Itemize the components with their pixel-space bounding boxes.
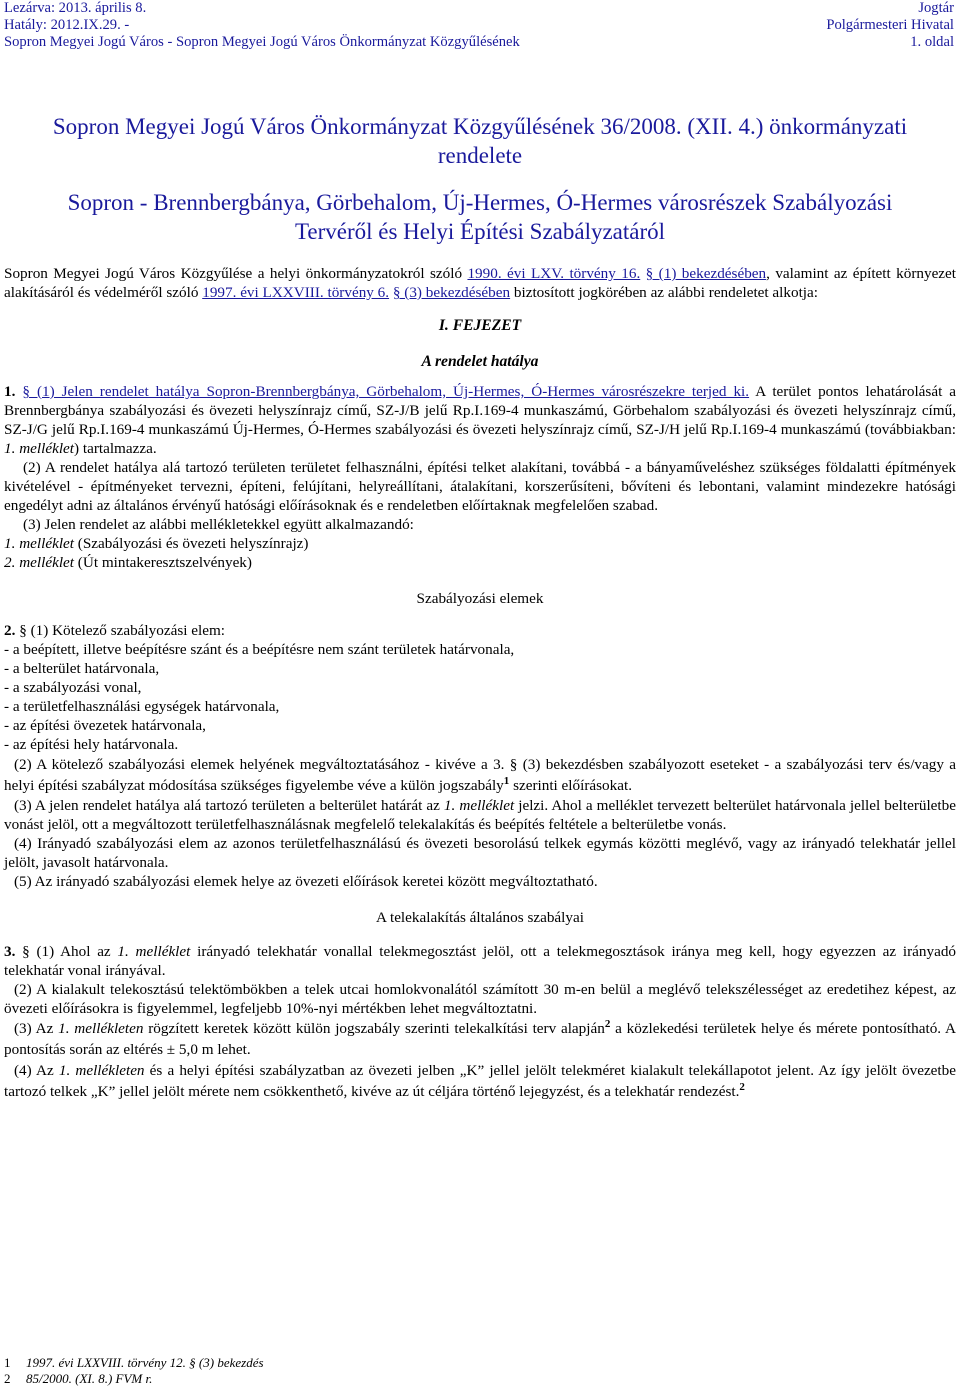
section-text: ) tartalmazza. bbox=[74, 440, 157, 457]
section-text: szerinti előírásokat. bbox=[509, 777, 632, 794]
section-2-para-4: (4) Irányadó szabályozási elem az azonos területfelhasználású és övezeti besorolású telkek egymás közötti meglévő, vagy az irányadó telekhatár jellel jelölt, javasolt határvonala. bbox=[4, 835, 956, 871]
section-1-para-1 bbox=[4, 382, 956, 458]
section-heading-parcel-rules: A telekalakítás általános szabályai bbox=[376, 909, 584, 926]
footnote-ref: 2 bbox=[739, 1080, 745, 1093]
preamble-text: Sopron Megyei Jogú Város Közgyűlése a helyi önkormányzatokról szóló bbox=[4, 265, 468, 282]
document-subtitle: Sopron - Brennbergbánya, Görbehalom, Új-Hermes, Ó-Hermes városrészek Szabályozási Tervéről és Helyi Építési Szabályzatáról bbox=[67, 190, 893, 244]
section-2-para-3 bbox=[4, 796, 956, 834]
annex-ref: 1. mellékleten bbox=[58, 1020, 144, 1037]
preamble-text: biztosított jogkörében az alábbi rendeletet alkotja: bbox=[510, 284, 818, 301]
annex-text: (Út mintakeresztszelvények) bbox=[74, 554, 252, 571]
section-text: § (1) Ahol az bbox=[22, 943, 118, 960]
list-item: - a területfelhasználási egységek határvonala, bbox=[4, 698, 280, 715]
list-item: - az építési övezetek határvonala, bbox=[4, 717, 206, 734]
section-text: és a helyi építési szabályzatban az övezeti jelben „K” jellel jelölt telekméret kialakult telekállapotot jelent. Az így jelölt övezetbe tartozó telkek „K” jellel jelölt mérete nem csökkenthető, kivéve az út céljára történő lejegyzést, és a telekhatár rendezést. bbox=[4, 1062, 956, 1100]
annex-ref: 1. melléklet bbox=[4, 440, 74, 457]
footnote-item bbox=[4, 1371, 264, 1387]
section-text: (3) Az bbox=[14, 1020, 59, 1037]
section-text: a közlekedési területek helye és mérete pontosítható. A pontosítás során az eltérés ± 5,0 m lehet. bbox=[4, 1020, 956, 1058]
page-header bbox=[0, 0, 960, 54]
footnote-text: 1997. évi LXXVIII. törvény 12. § (3) bekezdés bbox=[26, 1355, 264, 1370]
document-title: Sopron Megyei Jogú Város Önkormányzat Közgyűlésének 36/2008. (XII. 4.) önkormányzati rendelete bbox=[52, 114, 908, 168]
section-text: rögzített keretek között külön jogszabály szerinti telekalkítási terv alapján bbox=[143, 1020, 605, 1037]
section-text: (2) A kötelező szabályozási elemek helyének megváltoztatásához - kivéve a 3. § (3) bekezdésben szabályozott eseteket - a szabályozási terv és/vagy a helyi építési szabályzat módosítása szükséges figyelembe véve a külön jogszabály bbox=[4, 756, 956, 794]
footnote-item bbox=[4, 1355, 264, 1371]
section-number: 3. bbox=[4, 943, 23, 960]
section-2-para-5: (5) Az irányadó szabályozási elemek helye az övezeti előírások keretei között megváltoztatható. bbox=[14, 873, 598, 890]
law-link-section-3[interactable]: § (3) bekezdésében bbox=[392, 284, 511, 301]
annex-ref: 1. mellékleten bbox=[58, 1062, 145, 1079]
section-text: A terület pontos lehatárolását a Brennbergbánya szabályozási és övezeti helyszínrajz című, SZ-J/B jelű Rp.I.169-4 munkaszámú, Görbehalom szabályozási és övezeti helyszínrajz című, SZ-J/G jelű Rp.I.169-4 munkaszámú Új-Hermes, Ó-Hermes szabályozási és övezeti helyszínrajz című, SZ-J/H jelű Rp.I.169-4 munkaszámú (továbbiakban: bbox=[4, 383, 957, 438]
law-link-1990-lxv[interactable]: 1990. évi LXV. törvény 16. bbox=[467, 265, 641, 282]
header-page-number: 1. oldal bbox=[910, 34, 954, 50]
section-3-para-3 bbox=[4, 1018, 956, 1060]
header-source: Jogtár bbox=[918, 0, 954, 16]
section-number: 2. bbox=[4, 622, 20, 639]
annex-ref: 1. melléklet bbox=[4, 535, 74, 552]
preamble bbox=[4, 264, 956, 302]
annex-2-item bbox=[4, 553, 956, 572]
section-text: jelzi. Ahol a melléklet tervezett belterület határvonala jellel belterületbe vonást jelöl, ott a megváltozott területfelhasználásnak megfelelő telekalakítás és beépítés feltétele a belterületbe vonás. bbox=[4, 797, 956, 833]
section-1-para-3: (3) Jelen rendelet az alábbi mellékletekkel együtt alkalmazandó: bbox=[23, 516, 414, 533]
annex-ref: 1. melléklet bbox=[443, 797, 515, 814]
annex-text: (Szabályozási és övezeti helyszínrajz) bbox=[74, 535, 309, 552]
section-2-para-1 bbox=[4, 621, 956, 640]
header-office: Polgármesteri Hivatal bbox=[826, 17, 954, 33]
footnotes bbox=[4, 1355, 264, 1387]
footnote-number: 2 bbox=[4, 1371, 11, 1386]
section-text: (4) Az bbox=[14, 1062, 59, 1079]
header-closed-date: Lezárva: 2013. április 8. bbox=[4, 0, 147, 16]
section-3-para-2: (2) A kialakult telekosztású telektömbökben a telek utcai homlokvonalától számított 30 m-en belül a meglévő telekszélességet az eredetihez képest, az övezeti előírásokra is figyelemmel, legfeljebb 10%-nyi mértékben lehet megváltoztatni. bbox=[4, 981, 956, 1017]
list-item: - a szabályozási vonal, bbox=[4, 679, 142, 696]
footnote-text: 85/2000. (XI. 8.) FVM r. bbox=[26, 1371, 153, 1386]
document-body bbox=[4, 264, 956, 1102]
law-link-section-1[interactable]: § (1) bekezdésében bbox=[645, 265, 767, 282]
law-link-1997-lxxviii[interactable]: 1997. évi LXXVIII. törvény 6. bbox=[202, 284, 390, 301]
section-heading-regulatory-elements: Szabályozási elemek bbox=[416, 590, 544, 607]
section-2-para-2 bbox=[4, 754, 956, 796]
footnote-number: 1 bbox=[4, 1355, 11, 1370]
section-heading-scope: A rendelet hatálya bbox=[421, 353, 539, 370]
list-item: - az építési hely határvonala. bbox=[4, 736, 179, 753]
section-text: (3) A jelen rendelet hatálya alá tartozó területen a belterület határát az bbox=[14, 797, 444, 814]
section-1-para-2: (2) A rendelet hatálya alá tartozó területen területet felhasználni, építési telket alakítani, továbbá - a bányaműveléshez szükséges földalatti építmények kivételével - építményeket tervezni, építeni, felújítani, helyreállítani, átalakítani, korszerűsíteni, bővíteni és lebontani, valamint mindezekre hatósági engedélyt adni az általános érvényű hatósági előírásoknak és e rendeletben előírtaknak megfelelően szabad. bbox=[4, 459, 956, 514]
section-number: 1. bbox=[4, 383, 23, 400]
annex-ref: 1. melléklet bbox=[117, 943, 191, 960]
header-issuer: Sopron Megyei Jogú Város - Sopron Megyei Jogú Város Önkormányzat Közgyűlésének bbox=[4, 34, 520, 50]
preamble-text: , valamint az épített környezet alakításáról és védelméről szóló bbox=[4, 265, 957, 301]
section-3-para-4 bbox=[4, 1060, 956, 1102]
list-item: - a beépített, illetve beépítésre szánt és a beépítésre nem szánt területek határvonala, bbox=[4, 641, 515, 658]
annex-1-item bbox=[4, 534, 956, 553]
header-effective-date: Hatály: 2012.IX.29. - bbox=[4, 17, 130, 33]
section-text: § (1) Kötelező szabályozási elem: bbox=[19, 622, 225, 639]
annex-ref: 2. melléklet bbox=[4, 554, 74, 571]
section-3-para-1 bbox=[4, 942, 956, 980]
section-1-link[interactable]: § (1) Jelen rendelet hatálya Sopron-Brennbergbánya, Görbehalom, Új-Hermes, Ó-Hermes városrészekre terjed ki. bbox=[22, 383, 750, 400]
section-text: irányadó telekhatár vonallal telekmegosztást jelöl, ott a telekmegosztások iránya meg kell, hogy egyezzen az irányadó telekhatár vonal irányával. bbox=[4, 943, 957, 979]
footnote-ref: 1 bbox=[503, 774, 510, 787]
document-title-block bbox=[0, 112, 960, 246]
list-item: - a belterület határvonala, bbox=[4, 660, 160, 677]
footnote-ref: 2 bbox=[604, 1017, 611, 1030]
chapter-heading: I. FEJEZET bbox=[438, 317, 522, 334]
